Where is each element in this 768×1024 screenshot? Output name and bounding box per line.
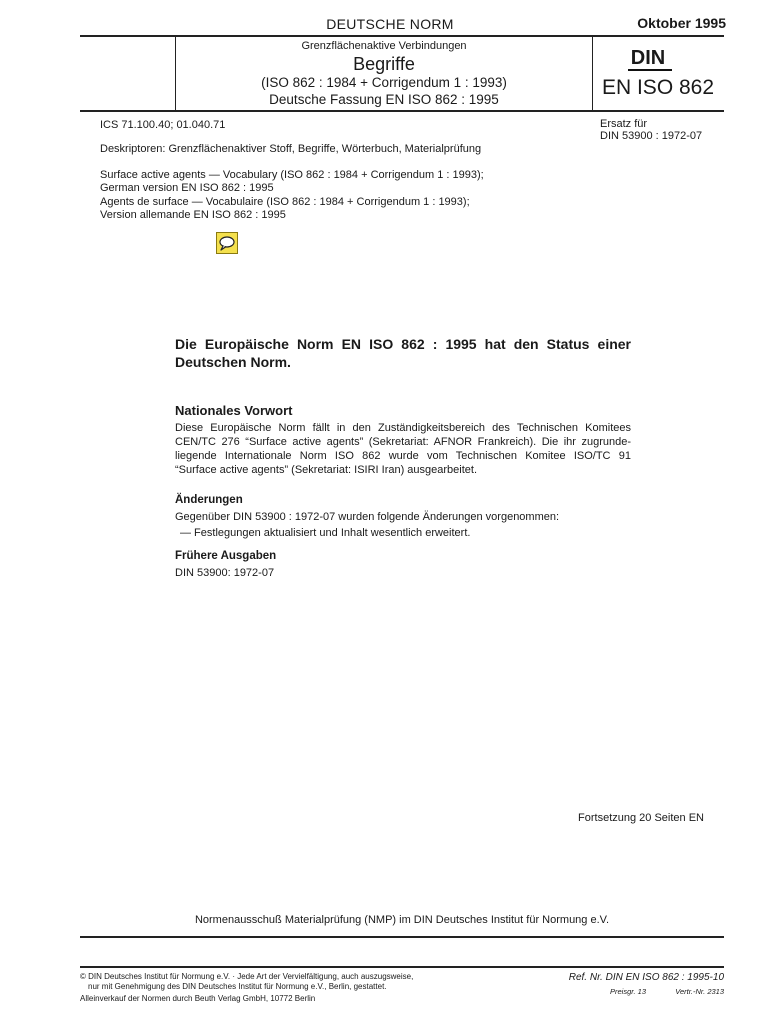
status-line-2: Deutschen Norm. bbox=[175, 354, 291, 370]
ics-code: ICS 71.100.40; 01.040.71 bbox=[100, 119, 226, 131]
comment-icon[interactable] bbox=[216, 232, 238, 254]
vorwort-line-3: liegende Internationale Norm ISO 862 wurde vom Technischen Komitee ISO/TC 91 bbox=[175, 450, 631, 462]
header-top-rule bbox=[80, 35, 724, 37]
footer-rule-2 bbox=[80, 966, 724, 968]
header-title-block bbox=[178, 40, 590, 108]
aenderungen-intro: Gegenüber DIN 53900 : 1972-07 wurden folgende Änderungen vorgenommen: bbox=[175, 511, 560, 523]
title-french-2: Version allemande EN ISO 862 : 1995 bbox=[100, 209, 286, 221]
footer-copyright-2: nur mit Genehmigung des DIN Deutsches Institut für Normung e.V., Berlin, gestattet. bbox=[88, 982, 387, 991]
aenderungen-item: — Festlegungen aktualisiert und Inhalt wesentlich erweitert. bbox=[180, 527, 471, 539]
footer-copyright-1: © DIN Deutsches Institut für Normung e.V. · Jede Art der Vervielfältigung, auch auszugsweise, bbox=[80, 972, 414, 981]
standard-number: EN ISO 862 bbox=[601, 76, 715, 99]
vorwort-line-1: Diese Europäische Norm fällt in den Zuständigkeitsbereich des Technischen Komitees bbox=[175, 422, 631, 434]
replacement-label: Ersatz für bbox=[600, 118, 648, 130]
price-group: Preisgr. 13 bbox=[610, 987, 646, 996]
footer-rule-1 bbox=[80, 936, 724, 938]
vorwort-body bbox=[175, 421, 631, 477]
fruehere-value: DIN 53900: 1972-07 bbox=[175, 567, 275, 579]
sales-number: Vertr.-Nr. 2313 bbox=[675, 987, 724, 996]
reference-number: Ref. Nr. DIN EN ISO 862 : 1995-10 bbox=[568, 972, 724, 983]
vorwort-heading: Nationales Vorwort bbox=[175, 403, 293, 418]
fruehere-heading: Frühere Ausgaben bbox=[175, 550, 277, 562]
doc-type-label: DEUTSCHE NORM bbox=[326, 16, 454, 32]
status-line-1: Die Europäische Norm EN ISO 862 : 1995 hat den Status einer bbox=[175, 336, 631, 352]
title-english-2: German version EN ISO 862 : 1995 bbox=[100, 182, 274, 194]
header-divider-right bbox=[592, 36, 593, 111]
committee-line: Normenausschuß Materialprüfung (NMP) im DIN Deutsches Institut für Normung e.V. bbox=[194, 914, 610, 926]
standard-topic: Grenzflächenaktive Verbindungen bbox=[301, 40, 467, 52]
din-logo-underline bbox=[628, 69, 672, 71]
header-bottom-rule bbox=[80, 110, 724, 112]
standard-reference: (ISO 862 : 1984 + Corrigendum 1 : 1993) bbox=[261, 75, 507, 90]
vorwort-line-2: CEN/TC 276 “Surface active agents” (Sekretariat: AFNOR Frankreich). Die ihr zugrunde- bbox=[175, 436, 631, 448]
header-divider-left bbox=[175, 36, 176, 111]
title-french-1: Agents de surface — Vocabulaire (ISO 862 : 1984 + Corrigendum 1 : 1993); bbox=[100, 196, 470, 208]
replacement-value: DIN 53900 : 1972-07 bbox=[600, 130, 703, 142]
publication-date: Oktober 1995 bbox=[637, 15, 726, 31]
aenderungen-heading: Änderungen bbox=[175, 494, 243, 506]
standard-version: Deutsche Fassung EN ISO 862 : 1995 bbox=[269, 92, 499, 107]
vorwort-line-4: “Surface active agents” (Sekretariat: ISIRI Iran) ausgearbeitet. bbox=[175, 464, 478, 476]
footer-sales: Alleinverkauf der Normen durch Beuth Verlag GmbH, 10772 Berlin bbox=[80, 994, 316, 1003]
status-statement bbox=[175, 335, 631, 371]
title-english-1: Surface active agents — Vocabulary (ISO 862 : 1984 + Corrigendum 1 : 1993); bbox=[100, 169, 484, 181]
descriptors: Deskriptoren: Grenzflächenaktiver Stoff, Begriffe, Wörterbuch, Materialprüfung bbox=[100, 143, 482, 155]
continuation-note: Fortsetzung 20 Seiten EN bbox=[578, 812, 704, 824]
standard-title: Begriffe bbox=[353, 54, 415, 74]
din-logo: DIN bbox=[630, 47, 666, 69]
